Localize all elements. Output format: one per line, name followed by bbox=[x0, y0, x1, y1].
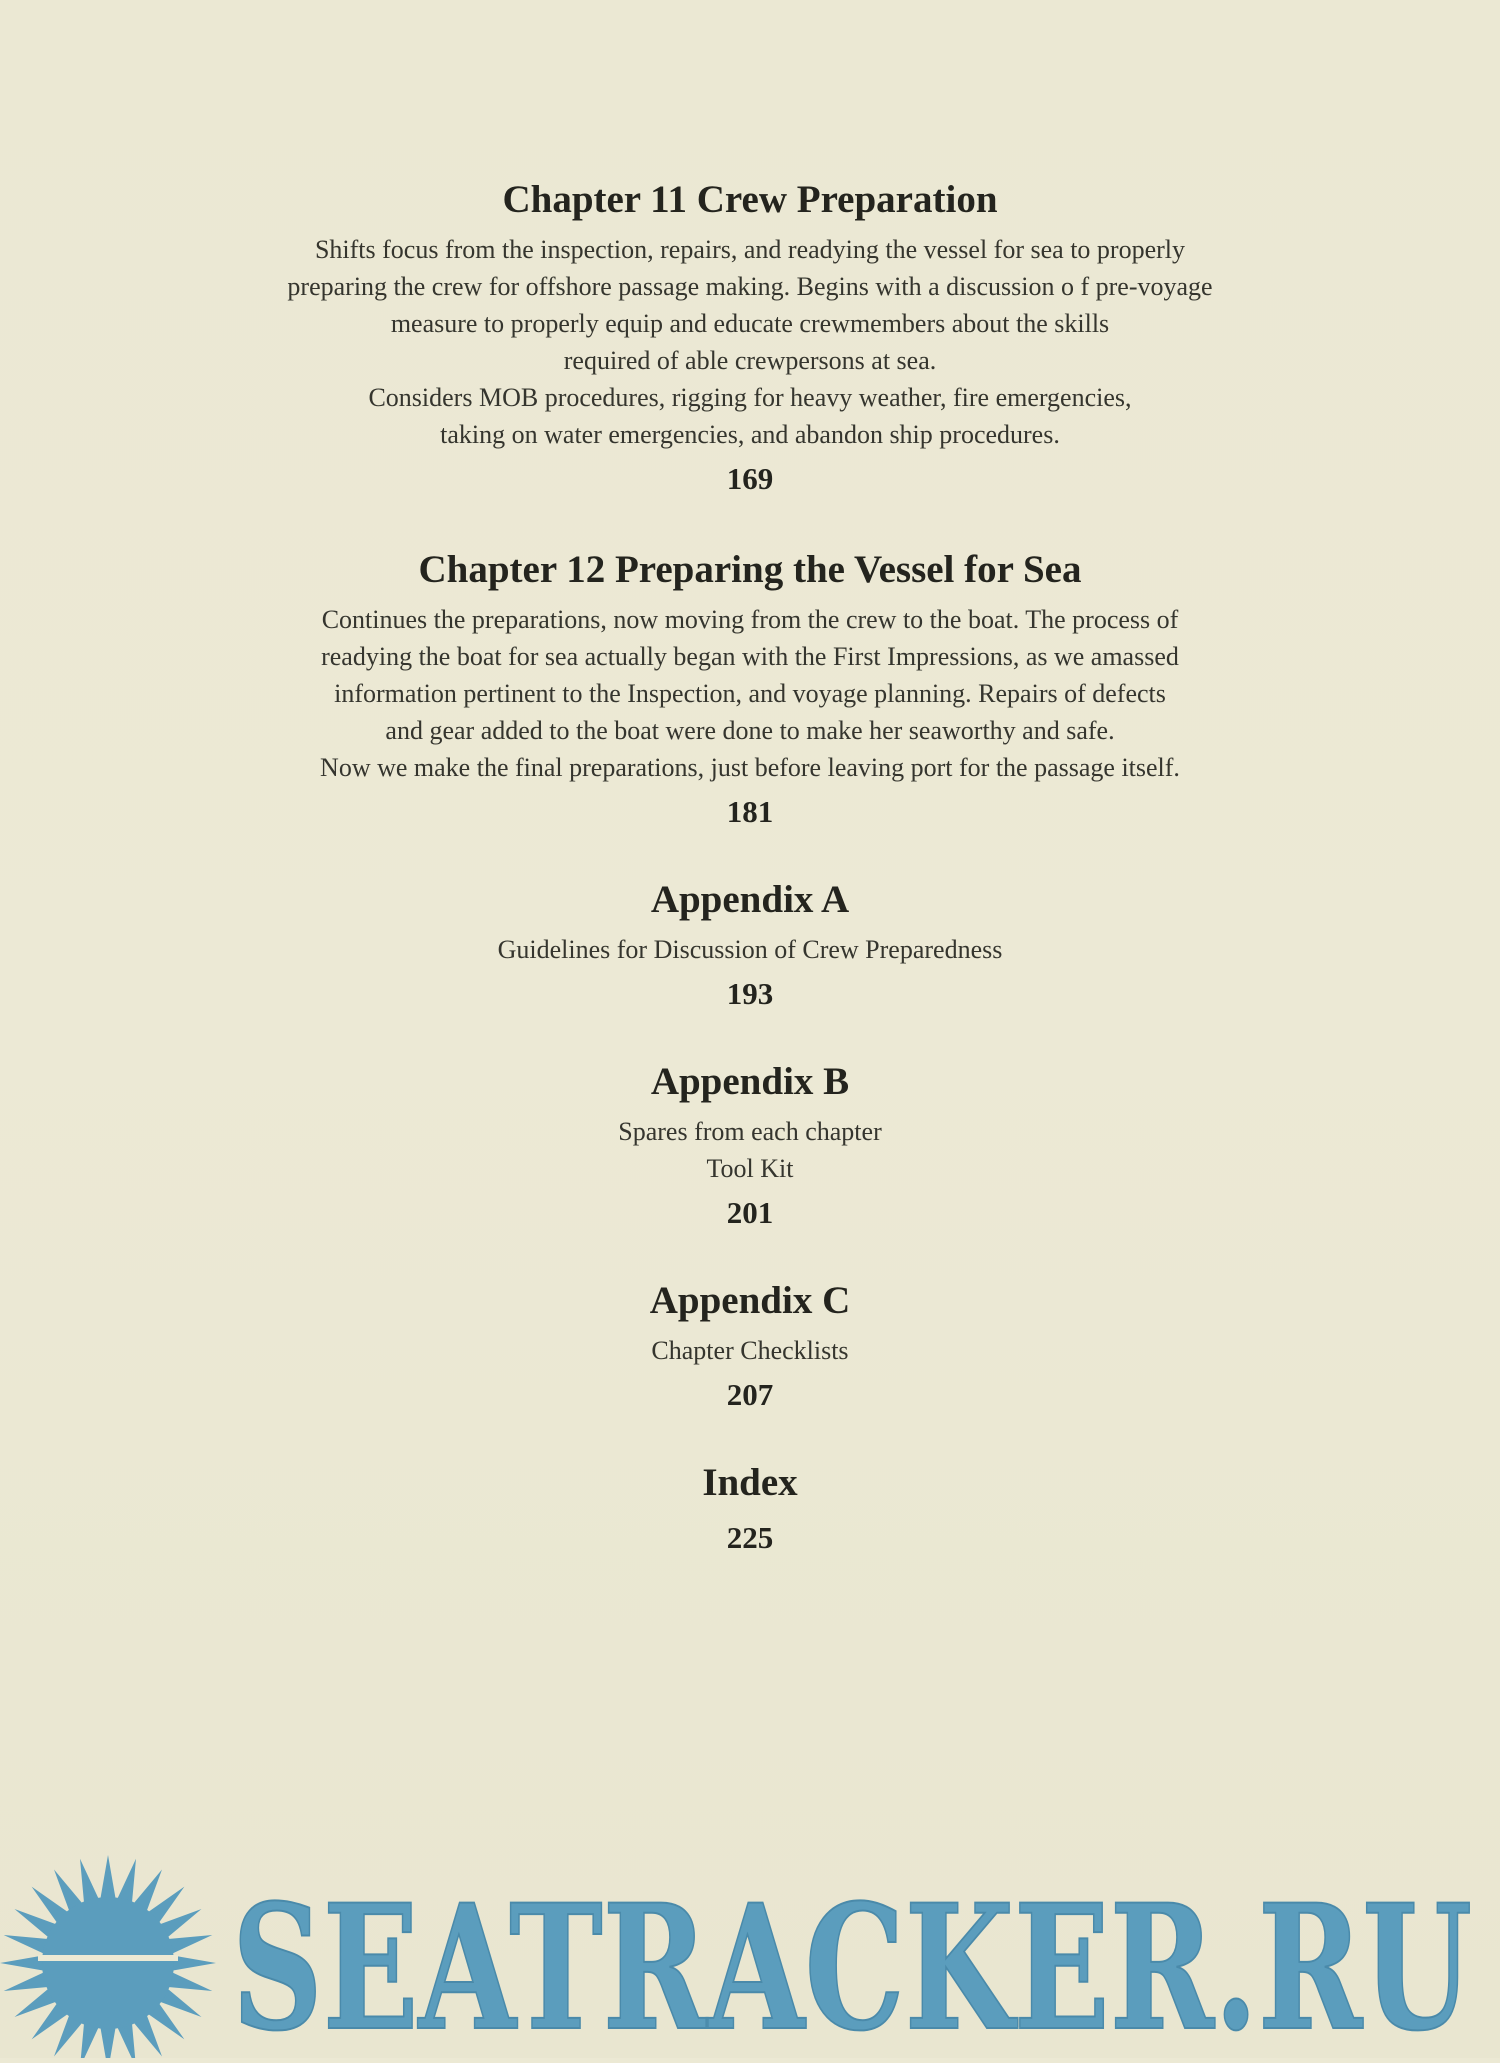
entry-description bbox=[0, 1113, 1500, 1187]
entry-description bbox=[0, 231, 1500, 453]
entry-title: Index bbox=[702, 1461, 798, 1504]
watermark-text: SEATRACKER.RU bbox=[232, 1866, 1472, 2058]
description-line: preparing the crew for offshore passage making. Begins with a discussion o f pre-voyage bbox=[287, 272, 1213, 301]
description-line: Tool Kit bbox=[706, 1154, 794, 1183]
sun-logo-icon bbox=[0, 1855, 216, 2058]
description-line: information pertinent to the Inspection, and voyage planning. Repairs of defects bbox=[334, 679, 1166, 708]
watermark bbox=[0, 1838, 1500, 2058]
description-line: Chapter Checklists bbox=[651, 1336, 849, 1365]
description-line: Guidelines for Discussion of Crew Preparedness bbox=[497, 935, 1003, 964]
description-line: Continues the preparations, now moving from the crew to the boat. The process of bbox=[321, 605, 1179, 634]
entry-title: Appendix A bbox=[650, 878, 850, 921]
page-number: 193 bbox=[726, 976, 774, 1011]
toc-entry-appendix-a bbox=[0, 875, 1500, 1014]
entry-description bbox=[0, 1332, 1500, 1369]
description-line: required of able crewpersons at sea. bbox=[563, 346, 937, 375]
description-line: Spares from each chapter bbox=[618, 1117, 882, 1146]
entry-title: Appendix B bbox=[650, 1060, 850, 1103]
toc-entry-index bbox=[0, 1458, 1500, 1558]
sun-horizon-line bbox=[38, 1955, 178, 1961]
toc-entry-chapter-12 bbox=[0, 545, 1500, 832]
page-number: 181 bbox=[726, 794, 774, 829]
entry-title: Appendix C bbox=[649, 1279, 851, 1322]
description-line: Now we make the final preparations, just before leaving port for the passage itself. bbox=[320, 753, 1180, 782]
toc-entry-chapter-11 bbox=[0, 175, 1500, 499]
description-line: and gear added to the boat were done to make her seaworthy and safe. bbox=[385, 716, 1115, 745]
description-line: Shifts focus from the inspection, repairs, and readying the vessel for sea to properly bbox=[314, 235, 1186, 264]
toc-entry-appendix-b bbox=[0, 1057, 1500, 1233]
page-number: 201 bbox=[726, 1195, 774, 1230]
description-line: measure to properly equip and educate crewmembers about the skills bbox=[390, 309, 1110, 338]
toc-entry-appendix-c bbox=[0, 1276, 1500, 1415]
entry-title: Chapter 12 Preparing the Vessel for Sea bbox=[418, 548, 1082, 591]
page-number: 169 bbox=[726, 461, 774, 496]
page-number: 207 bbox=[726, 1377, 774, 1412]
entry-description bbox=[0, 601, 1500, 786]
description-line: Considers MOB procedures, rigging for heavy weather, fire emergencies, bbox=[368, 383, 1132, 412]
watermark-graphic bbox=[0, 1838, 1500, 2058]
description-line: readying the boat for sea actually began with the First Impressions, as we amassed bbox=[321, 642, 1179, 671]
sun-disc bbox=[42, 1897, 174, 2029]
entry-title: Chapter 11 Crew Preparation bbox=[502, 178, 998, 221]
page-number: 225 bbox=[726, 1520, 774, 1555]
entry-description bbox=[0, 931, 1500, 968]
description-line: taking on water emergencies, and abandon ship procedures. bbox=[440, 420, 1060, 449]
